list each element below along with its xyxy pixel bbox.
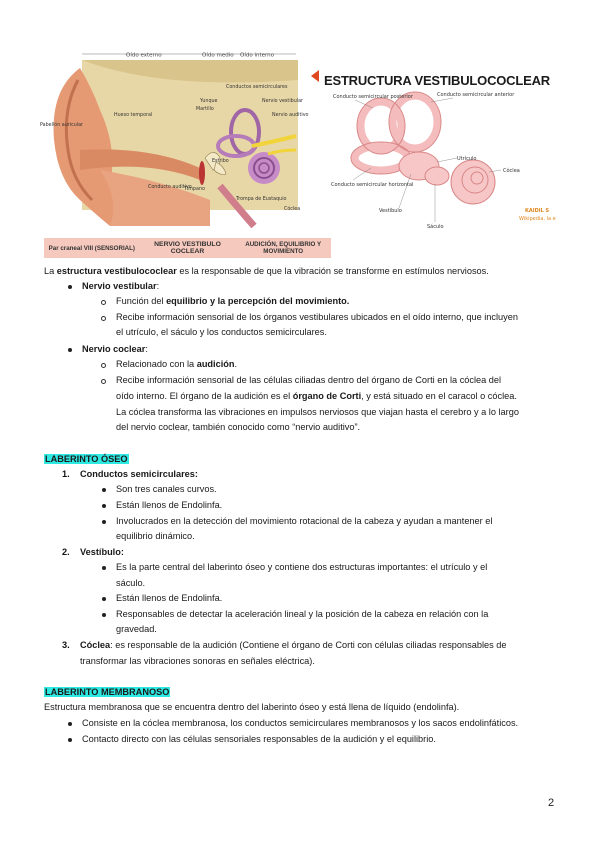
coclea-item-2: transformar las vibraciones sonoras en señales eléctrica). bbox=[80, 656, 315, 666]
bullet-circle bbox=[101, 316, 106, 321]
caption-funcion: AUDICIÓN, EQUILIBRIO Y MOVIMIENTO bbox=[245, 241, 322, 255]
page-number: 2 bbox=[548, 797, 555, 809]
label-vestibulo: Vestíbulo bbox=[379, 208, 402, 214]
nv-item-1: Función del equilibrio y la percepción del movimiento. bbox=[116, 296, 350, 306]
list-number: 2. bbox=[62, 547, 70, 557]
label-credit-1: KAIDIL S bbox=[525, 208, 550, 214]
nc-item-2d: del nervio coclear, también conocido como “nervio auditivo”. bbox=[116, 422, 361, 432]
nervio-vestibular-heading: Nervio vestibular: bbox=[82, 281, 160, 291]
label-oido-interno: Oído interno bbox=[240, 52, 275, 59]
bullet-dot bbox=[102, 597, 106, 601]
nv-item-2a: Recibe información sensorial de los órganos vestibulares ubicados en el oído interno, que incluyen bbox=[116, 312, 518, 322]
lo1-item-c2: equilibrio dinámico. bbox=[116, 531, 195, 541]
label-saculo: Sáculo bbox=[427, 224, 444, 230]
label-yunque: Yunque bbox=[200, 99, 218, 104]
vestibulococlear-figure bbox=[311, 62, 560, 236]
ear-caption-bar bbox=[44, 238, 331, 258]
bullet-circle bbox=[101, 363, 106, 368]
label-conducto-auditivo: Conducto auditivo bbox=[148, 185, 192, 190]
label-martillo: Martillo bbox=[196, 107, 214, 112]
bullet-dot bbox=[102, 613, 106, 617]
lo2-item-b: Están llenos de Endolinfa. bbox=[116, 593, 223, 603]
bullet-dot bbox=[68, 285, 72, 289]
laberinto-oseo-heading: LABERINTO ÓSEO bbox=[45, 454, 128, 464]
label-coclea: Cóclea bbox=[284, 207, 301, 212]
lo1-item-b: Están llenos de Endolinfa. bbox=[116, 500, 223, 510]
nc-item-2b: oído interno. El órgano de la audición es el órgano de Corti, y está situado en el caracol o cóclea. bbox=[116, 391, 517, 401]
label-pabellon: Pabellón auricular bbox=[40, 123, 83, 128]
vestibulo-heading: Vestíbulo: bbox=[80, 547, 124, 557]
lo2-item-c1: Responsables de detectar la aceleración lineal y la posición de la cabeza en relación con la bbox=[116, 609, 489, 619]
bullet-circle bbox=[101, 379, 106, 384]
lo2-item-a1: Es la parte central del laberinto óseo y contiene dos estructuras importantes: el utrículo y el bbox=[116, 562, 488, 572]
nc-item-2a: Recibe información sensorial de las células ciliadas dentro del órgano de Corti en la cóclea del bbox=[116, 375, 502, 385]
bullet-circle bbox=[101, 300, 106, 305]
caption-nervio: NERVIO VESTIBULO COCLEAR bbox=[154, 241, 221, 255]
label-conducto-anterior: Conducto semicircular anterior bbox=[437, 92, 515, 98]
label-oido-externo: Oído externo bbox=[126, 52, 162, 59]
bullet-dot bbox=[68, 738, 72, 742]
bullet-dot bbox=[102, 488, 106, 492]
bullet-dot bbox=[102, 504, 106, 508]
bullet-dot bbox=[68, 722, 72, 726]
label-oido-medio: Oído medio bbox=[202, 52, 234, 59]
label-coclea-vest: Cóclea bbox=[503, 168, 520, 174]
lm-item-1: Consiste en la cóclea membranosa, los conductos semicirculares membranosos y los sacos endolinfáticos. bbox=[82, 718, 519, 728]
label-nervio-vestibular: Nervio vestibular bbox=[262, 99, 303, 104]
list-number: 3. bbox=[62, 640, 70, 650]
nv-item-2b: el utrículo, el sáculo y los conductos semicirculares. bbox=[116, 327, 327, 337]
lo2-item-a2: sáculo. bbox=[116, 578, 146, 588]
lo2-item-c2: gravedad. bbox=[116, 624, 157, 634]
label-hueso-temporal: Hueso temporal bbox=[114, 113, 153, 118]
label-estribo: Estribo bbox=[212, 159, 229, 164]
laberinto-membranoso-heading: LABERINTO MEMBRANOSO bbox=[45, 687, 170, 697]
label-utriculo: Utrículo bbox=[457, 156, 477, 162]
label-conducto-horizontal: Conducto semicircular horizontal bbox=[331, 182, 414, 188]
lm-intro: Estructura membranosa que se encuentra dentro del laberinto óseo y está llena de líquido (endolinfa). bbox=[44, 702, 460, 712]
nc-item-1: Relacionado con la audición. bbox=[116, 359, 238, 369]
nervio-coclear-heading: Nervio coclear: bbox=[82, 344, 148, 354]
ear-anatomy-figure bbox=[40, 50, 309, 238]
label-trompa: Trompa de Eustaquio bbox=[236, 197, 287, 202]
bullet-dot bbox=[102, 520, 106, 524]
conductos-heading: Conductos semicirculares: bbox=[80, 469, 198, 479]
label-timpano: Tímpano bbox=[184, 187, 205, 192]
bullet-dot bbox=[68, 348, 72, 352]
labyrinth-illustration bbox=[311, 62, 560, 236]
list-number: 1. bbox=[62, 469, 70, 479]
caption-par-craneal: Par craneal VIII (SENSORIAL) bbox=[48, 244, 135, 252]
lo1-item-a: Son tres canales curvos. bbox=[116, 484, 217, 494]
coclea-item-1: Cóclea: es responsable de la audición (Contiene el órgano de Corti con células ciliadas responsables de bbox=[80, 640, 507, 650]
label-conductos: Conductos semicirculares bbox=[226, 85, 288, 90]
ear-anatomy-illustration bbox=[40, 50, 309, 238]
intro-paragraph: La estructura vestibulococlear es la responsable de que la vibración se transforme en estímulos nerviosos. bbox=[44, 266, 489, 276]
label-credit-2: Wikipedia, la e bbox=[519, 216, 556, 222]
lm-item-2: Contacto directo con las células sensoriales responsables de la audición y el equilibrio. bbox=[82, 734, 436, 744]
bullet-dot bbox=[102, 566, 106, 570]
nc-item-2c: La cóclea transforma las vibraciones en impulsos nerviosos que viajan hasta el cerebro y a lo largo bbox=[116, 407, 519, 417]
lo1-item-c1: Involucrados en la detección del movimiento rotacional de la cabeza y ayudan a mantener el bbox=[116, 516, 493, 526]
label-conducto-posterior: Conducto semicircular posterior bbox=[333, 94, 413, 100]
label-nervio-auditivo: Nervio auditivo bbox=[272, 113, 309, 118]
vestibulococlear-title: ESTRUCTURA VESTIBULOCOCLEAR bbox=[324, 73, 550, 88]
